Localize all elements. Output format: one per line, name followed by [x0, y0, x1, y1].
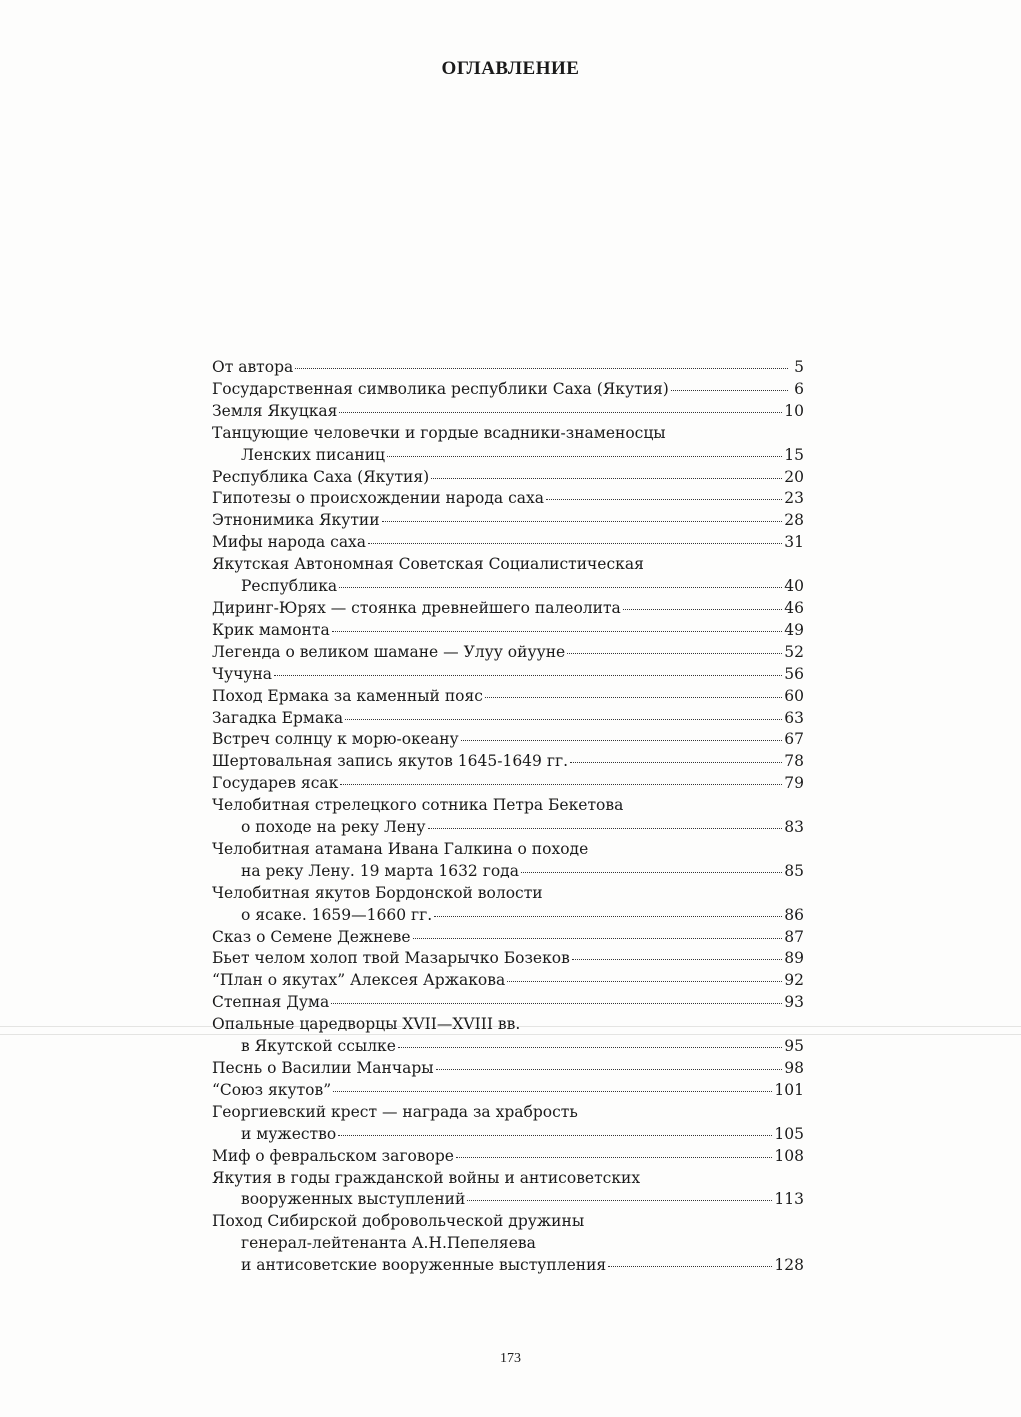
toc-entry-line — [212, 488, 804, 510]
toc-entry-title: Челобитная атамана Ивана Галкина о походе — [212, 839, 589, 858]
page-title: ОГЛАВЛЕНИЕ — [441, 58, 580, 79]
toc-entry-title: Крик мамонта — [212, 620, 330, 639]
dot-leader — [382, 521, 783, 522]
toc-entry-title: Республика Саха (Якутия) — [212, 467, 430, 486]
toc-entry — [212, 1102, 804, 1146]
toc-entry-title: в Якутской ссылке — [241, 1037, 396, 1056]
toc-entry-title: Танцующие человечки и гордые всадники-знаменосцы — [212, 423, 666, 442]
dot-leader — [507, 981, 782, 982]
dot-leader — [461, 740, 783, 741]
toc-entry-page: 93 — [784, 993, 804, 1012]
dot-leader — [521, 872, 782, 873]
toc-entry-title: Сказ о Семене Дежневе — [212, 927, 411, 946]
toc-entry-line — [212, 1146, 804, 1168]
toc-entry-line — [212, 357, 804, 379]
toc-entry — [212, 401, 804, 423]
toc-entry — [212, 642, 804, 664]
toc-entry-title: Миф о февральском заговоре — [212, 1146, 454, 1165]
toc-entry-page: 20 — [784, 467, 804, 486]
toc-entry-title: “Союз якутов” — [212, 1080, 332, 1099]
toc-entry-title: на реку Лену. 19 марта 1632 года — [241, 861, 519, 880]
dot-leader — [572, 959, 782, 960]
toc-entry-line — [212, 795, 804, 817]
dot-leader — [671, 390, 788, 391]
toc-entry — [212, 379, 804, 401]
toc-entry-page: 5 — [794, 358, 804, 376]
dot-leader — [340, 784, 782, 785]
dot-leader — [338, 1135, 772, 1136]
toc-entry — [212, 488, 804, 510]
toc-entry — [212, 423, 804, 467]
toc-entry-page: 86 — [784, 905, 804, 924]
toc-entry-page: 15 — [784, 445, 804, 464]
toc-entry-line — [212, 1080, 804, 1102]
toc-entry-page: 31 — [784, 533, 804, 552]
toc-entry-page: 49 — [784, 620, 804, 639]
dot-leader — [546, 499, 782, 500]
toc-entry-line — [212, 1102, 804, 1124]
toc-entry-page: 6 — [794, 379, 804, 398]
toc-entry-page: 78 — [784, 752, 804, 771]
toc-entry-title: Легенда о великом шамане — Улуу ойууне — [212, 642, 566, 661]
toc-entry-page: 89 — [784, 949, 804, 968]
toc-entry-continuation — [212, 445, 804, 467]
toc-entry-title: Челобитная стрелецкого сотника Петра Бекетова — [212, 796, 624, 815]
toc-entry-continuation — [212, 1255, 804, 1277]
toc-entry-title: Степная Дума — [212, 993, 330, 1012]
toc-entry-line — [212, 729, 804, 751]
toc-entry — [212, 598, 804, 620]
toc-entry-title: вооруженных выступлений — [241, 1190, 466, 1209]
dot-leader — [339, 412, 782, 413]
toc-entry-title: и антисоветские вооруженные выступления — [241, 1256, 607, 1275]
toc-entry-continuation — [212, 1189, 804, 1211]
toc-entry-page: 101 — [774, 1080, 804, 1099]
toc-entry-title: Земля Якуцкая — [212, 401, 338, 420]
toc-entry-title: Республика — [241, 577, 338, 596]
toc-entry-line — [212, 948, 804, 970]
toc-entry-continuation — [212, 905, 804, 927]
toc-entry-page: 23 — [784, 489, 804, 508]
toc-entry — [212, 883, 804, 927]
toc-entry — [212, 1211, 804, 1277]
toc-entry-title: Бьет челом холоп твой Мазарычко Бозеков — [212, 949, 570, 968]
toc-entry — [212, 620, 804, 642]
toc-entry — [212, 992, 804, 1014]
toc-entry — [212, 1014, 804, 1058]
dot-leader — [456, 1157, 772, 1158]
toc-entry — [212, 1168, 804, 1212]
toc-entry — [212, 751, 804, 773]
toc-entry-continuation — [212, 1124, 804, 1146]
toc-entry — [212, 795, 804, 839]
toc-entry-continuation — [212, 576, 804, 598]
toc-entry — [212, 729, 804, 751]
toc-entry-page: 52 — [784, 642, 804, 661]
dot-leader — [428, 828, 783, 829]
toc-entry-title: о ясаке. 1659—1660 гг. — [241, 905, 433, 924]
toc-entry-page: 113 — [774, 1190, 804, 1209]
dot-leader — [567, 653, 782, 654]
toc-entry-title: Диринг-Юрях — стоянка древнейшего палеолита — [212, 598, 621, 617]
toc-entry — [212, 773, 804, 795]
dot-leader — [295, 368, 788, 369]
toc-entry-page: 95 — [784, 1037, 804, 1056]
toc-entry-title: Чучуна — [212, 664, 273, 683]
toc-entry-title: Песнь о Василии Манчары — [212, 1059, 434, 1077]
toc-entry-line — [212, 751, 804, 773]
toc-entry-line — [212, 620, 804, 642]
toc-entry-title: Гипотезы о происхождении народа саха — [212, 489, 544, 508]
dot-leader — [431, 478, 782, 479]
toc-entry-line — [212, 1058, 804, 1080]
toc-entry — [212, 664, 804, 686]
toc-entry — [212, 948, 804, 970]
toc-entry — [212, 686, 804, 708]
toc-entry-title: “План о якутах” Алексея Аржакова — [212, 971, 506, 990]
toc-entry — [212, 1058, 804, 1080]
toc-entry-title: Мифы народа саха — [212, 533, 367, 552]
toc-entry-line — [212, 467, 804, 489]
toc-entry-page: 98 — [784, 1059, 804, 1077]
toc-entry — [212, 970, 804, 992]
toc-entry-title: Государственная символика республики Саха (Якутия) — [212, 379, 669, 398]
toc-entry-line — [212, 927, 804, 949]
toc-entry-title: Этнонимика Якутии — [212, 511, 380, 530]
toc-entry-continuation — [212, 817, 804, 839]
toc-entry-line — [212, 1211, 804, 1233]
toc-entry-title: и мужество — [241, 1124, 337, 1143]
toc-entry-page: 28 — [784, 511, 804, 530]
dot-leader — [623, 609, 782, 610]
toc-entry — [212, 708, 804, 730]
toc-entry — [212, 357, 804, 379]
dot-leader — [398, 1047, 782, 1048]
toc-entry-title: Опальные царедворцы XVII—XVIII вв. — [212, 1015, 521, 1034]
toc-entry-title: генерал-лейтенанта А.Н.Пепеляева — [241, 1234, 536, 1253]
toc-entry-page: 67 — [784, 730, 804, 749]
toc-entry-title: Георгиевский крест — награда за храбрость — [212, 1102, 578, 1121]
toc-entry-page: 128 — [774, 1256, 804, 1275]
dot-leader — [339, 587, 782, 588]
toc-entry-line — [212, 664, 804, 686]
toc-entry-line — [212, 532, 804, 554]
toc-entry-title: Загадка Ермака — [212, 708, 344, 727]
toc-entry-page: 108 — [774, 1146, 804, 1165]
dot-leader — [467, 1200, 772, 1201]
toc-entry-page: 87 — [784, 927, 804, 946]
toc-entry-page: 46 — [784, 598, 804, 617]
toc-entry-line — [212, 970, 804, 992]
toc-entry-line — [212, 708, 804, 730]
toc-entry-line — [212, 773, 804, 795]
toc-entry — [212, 1146, 804, 1168]
toc-entry-line — [212, 554, 804, 576]
toc-entry-page: 40 — [784, 577, 804, 596]
dot-leader — [570, 762, 782, 763]
toc-entry — [212, 467, 804, 489]
dot-leader — [331, 1003, 782, 1004]
toc-entry-continuation — [212, 1036, 804, 1058]
toc-entry-page: 92 — [784, 971, 804, 990]
toc-entry-line — [212, 510, 804, 532]
dot-leader — [434, 916, 782, 917]
toc-entry-title: Челобитная якутов Бордонской волости — [212, 883, 543, 902]
toc-entry-continuation — [212, 1233, 804, 1255]
dot-leader — [387, 456, 782, 457]
dot-leader — [345, 719, 782, 720]
toc-entry-title: Ленских писаниц — [241, 445, 386, 464]
dot-leader — [485, 697, 782, 698]
toc-entry-line — [212, 401, 804, 423]
toc-entry-line — [212, 1014, 804, 1036]
toc-entry-line — [212, 686, 804, 708]
toc-entry-line — [212, 423, 804, 445]
dot-leader — [413, 938, 783, 939]
toc-entry-page: 63 — [784, 708, 804, 727]
toc-entry-page: 79 — [784, 774, 804, 793]
dot-leader — [368, 543, 782, 544]
toc-entry-title: Государев ясак — [212, 774, 339, 793]
toc-entry-title: Якутская Автономная Советская Социалистическая — [212, 555, 644, 574]
toc-entry-line — [212, 1168, 804, 1190]
toc-entry-title: Якутия в годы гражданской войны и антисоветских — [212, 1168, 641, 1187]
toc-entry-line — [212, 992, 804, 1014]
toc-entry-page: 60 — [784, 686, 804, 705]
dot-leader — [436, 1069, 783, 1070]
toc-entry-line — [212, 598, 804, 620]
toc-entry-title: От автора — [212, 358, 294, 376]
toc-entry-page: 83 — [784, 818, 804, 837]
toc-entry-line — [212, 642, 804, 664]
toc-entry-page: 105 — [774, 1124, 804, 1143]
toc-entry — [212, 927, 804, 949]
toc-entry-title: Поход Ермака за каменный пояс — [212, 686, 483, 705]
toc-entry-title: Поход Сибирской добровольческой дружины — [212, 1212, 585, 1231]
toc-entry — [212, 532, 804, 554]
toc-entry-page: 85 — [784, 861, 804, 880]
dot-leader — [608, 1266, 772, 1267]
toc-entry-title: о походе на реку Лену — [241, 818, 426, 837]
toc-entry — [212, 510, 804, 532]
dot-leader — [333, 1091, 772, 1092]
toc-entry — [212, 839, 804, 883]
dot-leader — [274, 675, 782, 676]
toc-entry-page: 56 — [784, 664, 804, 683]
toc-entry — [212, 554, 804, 598]
toc-entry-title: Шертовальная запись якутов 1645-1649 гг. — [212, 752, 568, 771]
table-of-contents — [212, 357, 804, 1277]
toc-entry-title: Встреч солнцу к морю-океану — [212, 730, 459, 749]
toc-entry-continuation — [212, 861, 804, 883]
dot-leader — [332, 631, 783, 632]
page-number: 173 — [500, 1351, 521, 1366]
toc-entry-line — [212, 839, 804, 861]
toc-entry-line — [212, 379, 804, 401]
toc-entry-page: 10 — [784, 401, 804, 420]
toc-entry-line — [212, 883, 804, 905]
toc-entry — [212, 1080, 804, 1102]
